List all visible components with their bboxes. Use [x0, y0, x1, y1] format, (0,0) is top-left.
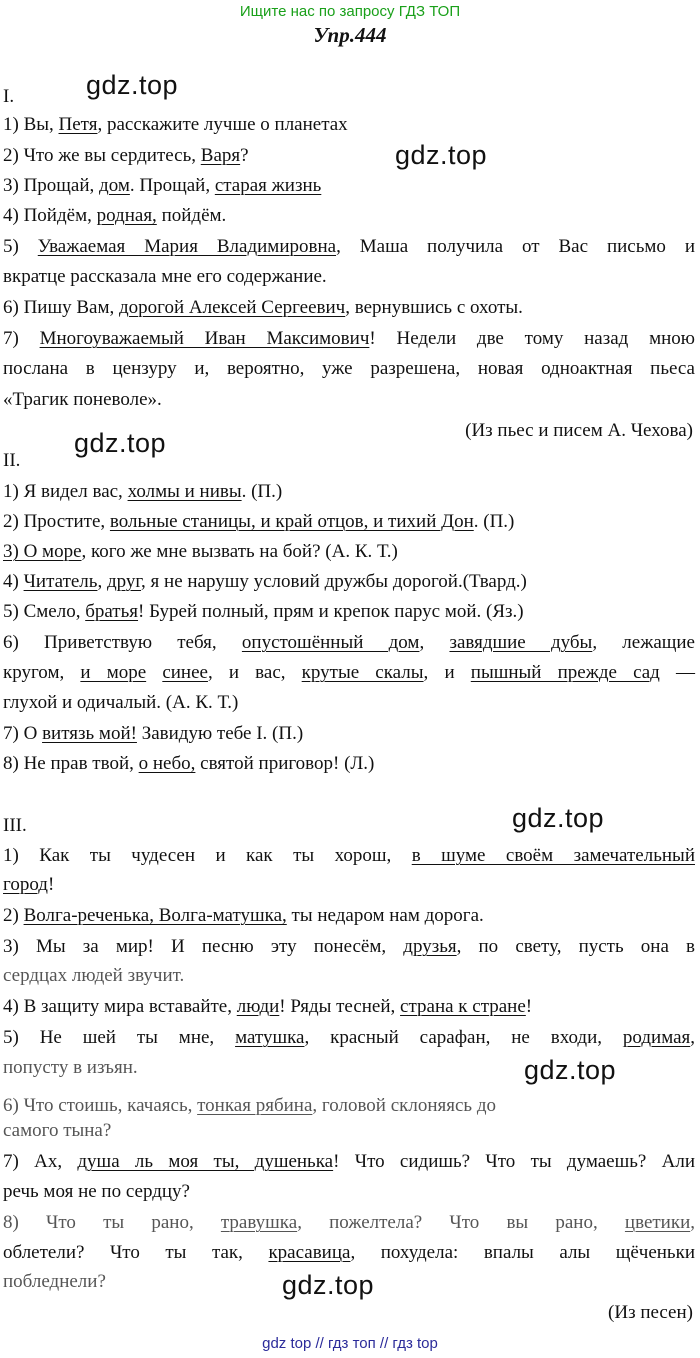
text: ? [240, 145, 249, 166]
text: , [690, 1027, 696, 1048]
address-underlined: 3) О море [3, 541, 82, 562]
text: 1) Как ты чудесен и как ты хорош, [3, 845, 412, 866]
text: 3) Прощай, [3, 175, 100, 196]
text: , по свету, пусть она в [456, 936, 696, 957]
sentence-line [3, 1026, 695, 1050]
text: ! Ряды тесней, [279, 996, 401, 1017]
address-underlined: люди [236, 996, 280, 1017]
text: , [97, 571, 107, 592]
text: облетели? Что ты так, [3, 1242, 269, 1263]
address-underlined: Читатель [23, 571, 98, 592]
sentence-line [3, 510, 695, 534]
sentence-line [3, 752, 695, 776]
text: ! [525, 996, 533, 1017]
address-underlined: о небо, [138, 753, 196, 774]
source-citation: (Из пьес и писем А. Чехова) [465, 420, 693, 441]
address-underlined: вольные станицы, и край отцов, и тихий Дон [109, 511, 474, 532]
sentence-line [3, 661, 695, 685]
section-heading-2: II. [3, 450, 21, 471]
text: ! Что сидишь? Что ты думаешь? Али [333, 1151, 695, 1172]
text: . Прощай, [129, 175, 215, 196]
watermark: gdz.top [74, 428, 167, 458]
sentence-line: попусту в изъян. [3, 1057, 138, 1078]
sentence-line [3, 296, 695, 320]
sentence-line [3, 873, 695, 897]
watermark: gdz.top [395, 140, 488, 170]
search-banner[interactable]: Ищите нас по запросу ГДЗ ТОП [239, 3, 461, 20]
sentence-line: самого тына? [3, 1120, 112, 1141]
footer-links[interactable]: gdz top // гдз топ // гдз top [262, 1335, 438, 1352]
sentence-line [3, 935, 695, 959]
sentence-line: «Трагик поневоле». [3, 389, 162, 410]
text: кругом, [3, 662, 81, 683]
text: , Маша получила от Вас письмо и [336, 236, 695, 257]
address-underlined: тонкая рябина [197, 1095, 313, 1116]
address-underlined: старая жизнь [214, 175, 322, 196]
watermark: gdz.top [512, 803, 605, 833]
address-underlined: травушка [220, 1212, 298, 1233]
text: Завидую тебе I. (П.) [136, 723, 304, 744]
text [146, 662, 162, 683]
text: 2) Простите, [3, 511, 110, 532]
sentence-line [3, 1211, 695, 1235]
text: , и [423, 662, 471, 683]
text: . (П.) [241, 481, 283, 502]
text: ! Бурей полный, прям и крепок парус мой. (Яз.) [138, 601, 524, 622]
text: 5) Смело, [3, 601, 86, 622]
sentence-line [3, 995, 695, 1019]
sentence-line [3, 1241, 695, 1265]
address-underlined: и море [80, 662, 147, 683]
address-underlined: Варя [200, 145, 241, 166]
text: 2) [3, 905, 24, 926]
text: 6) Приветствую тебя, [3, 632, 242, 653]
sentence-line [3, 113, 695, 137]
sentence-line [3, 600, 695, 624]
text: , красный сарафан, не входи, [304, 1027, 623, 1048]
address-underlined: синее [162, 662, 208, 683]
text: 6) Пишу Вам, [3, 297, 119, 318]
address-underlined: братья [85, 601, 139, 622]
address-underlined: дом [99, 175, 130, 196]
text: 1) Я видел вас, [3, 481, 128, 502]
text: , [419, 632, 450, 653]
text: , и вас, [207, 662, 302, 683]
address-underlined: в шуме своём замечательный [411, 845, 695, 866]
sentence-line [3, 204, 695, 228]
watermark: gdz.top [86, 70, 179, 100]
text: 5) [3, 236, 38, 257]
text: — [659, 662, 696, 683]
address-underlined: завядшие дубы [449, 632, 593, 653]
watermark: gdz.top [524, 1055, 617, 1085]
sentence-line: вкратце рассказала мне его содержание. [3, 266, 327, 287]
sentence-line: речь моя не по сердцу? [3, 1181, 190, 1202]
text: , кого же мне вызвать на бой? (А. К. Т.) [81, 541, 398, 562]
sentence-line [3, 144, 695, 168]
section-heading-1: I. [3, 86, 15, 107]
sentence-line [3, 1150, 695, 1174]
text: ты недаром нам дорога. [286, 905, 484, 926]
address-underlined: витязь мой! [42, 723, 137, 744]
address-underlined: холмы и нивы [127, 481, 242, 502]
exercise-title: Упр.444 [313, 23, 387, 47]
text: 4) [3, 571, 24, 592]
text: 8) Что ты рано, [3, 1212, 221, 1233]
sentence-line: послана в цензуру и, вероятно, уже разрешена, новая одноактная пьеса [3, 358, 695, 379]
sentence-line [3, 1094, 643, 1118]
text: 7) [3, 328, 40, 349]
text: , вернувшись с охоты. [345, 297, 523, 318]
address-underlined: друг [106, 571, 142, 592]
text: 8) Не прав твой, [3, 753, 139, 774]
address-underlined: Уважаемая Мария Владимировна [37, 236, 337, 257]
sentence-line [3, 480, 695, 504]
sentence-line [3, 570, 695, 594]
address-underlined: крутые скалы [301, 662, 424, 683]
address-underlined: красавица [268, 1242, 351, 1263]
text: ! [47, 874, 55, 895]
section-heading-3: III. [3, 815, 27, 836]
text: , я не нарушу условий дружбы дорогой.(Твард.) [141, 571, 527, 592]
sentence-line [3, 174, 695, 198]
sentence-line [3, 844, 695, 868]
sentence-line: сердцах людей звучит. [3, 965, 185, 986]
text: 4) Пойдём, [3, 205, 97, 226]
sentence-line [3, 631, 695, 655]
sentence-line: глухой и одичалый. (А. К. Т.) [3, 692, 239, 713]
address-underlined: Волга-реченька, Волга-матушка, [23, 905, 287, 926]
text: 4) В защиту мира вставайте, [3, 996, 237, 1017]
address-underlined: душа ль моя ты, душенька [77, 1151, 334, 1172]
address-underlined: страна к стране [400, 996, 526, 1017]
text: , [690, 1212, 696, 1233]
address-underlined: матушка [235, 1027, 305, 1048]
text: 3) Мы за мир! И песню эту понесём, [3, 936, 404, 957]
text: 5) Не шей ты мне, [3, 1027, 236, 1048]
address-underlined: родная, [96, 205, 157, 226]
text: , пожелтела? Что вы рано, [297, 1212, 625, 1233]
text: 7) О [3, 723, 43, 744]
text: пойдём. [156, 205, 227, 226]
address-underlined: дорогой Алексей Сергеевич [118, 297, 346, 318]
text: , лежащие [592, 632, 695, 653]
sentence-line [3, 327, 695, 351]
sentence-line: побледнели? [3, 1271, 106, 1292]
address-underlined: родимая [622, 1027, 691, 1048]
sentence-line [3, 904, 695, 928]
text: святой приговор! (Л.) [195, 753, 375, 774]
text: 1) Вы, [3, 114, 59, 135]
address-underlined: пышный прежде сад [470, 662, 660, 683]
text: 7) Ах, [3, 1151, 78, 1172]
watermark: gdz.top [282, 1270, 375, 1300]
address-underlined: друзья [403, 936, 457, 957]
text: , похудела: впалы алы щёченьки [350, 1242, 695, 1263]
sentence-line [3, 540, 695, 564]
text: 2) Что же вы сердитесь, [3, 145, 201, 166]
address-underlined: опустошённый дом [241, 632, 420, 653]
sentence-line [3, 722, 695, 746]
text: , расскажите лучше о планетах [97, 114, 348, 135]
text: 6) Что стоишь, качаясь, [3, 1095, 198, 1116]
address-underlined: цветики [624, 1212, 691, 1233]
address-underlined: Петя [58, 114, 98, 135]
address-underlined: город [3, 874, 48, 895]
source-citation: (Из песен) [608, 1302, 693, 1323]
text: ! Недели две тому назад мною [369, 328, 695, 349]
sentence-line [3, 235, 695, 259]
text: . (П.) [473, 511, 515, 532]
address-underlined: Многоуважаемый Иван Максимович [39, 328, 370, 349]
text: , головой склоняясь до [312, 1095, 497, 1116]
